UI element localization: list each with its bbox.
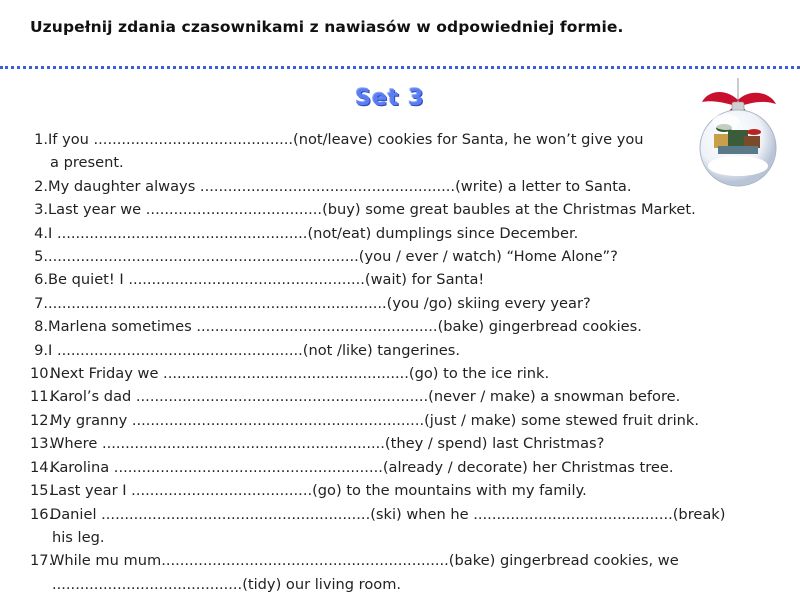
list-item: 12. My granny ...............................................................(just / make) some stewed fruit drink.	[30, 411, 699, 429]
list-item: 10. Next Friday we .....................................................(go) to the ice rink.	[30, 365, 550, 383]
list-item: 5. ...................................................................(you / ever / watch) “Home Alone”?	[34, 248, 618, 266]
list-item: 15. Last year I .......................................(go) to the mountains with my family.	[30, 482, 587, 500]
list-item: 3. Last year we ......................................(buy) some great baubles at the Christmas Market.	[34, 201, 696, 219]
list-item: 13. Where .............................................................(they / spend) last Christmas?	[30, 435, 605, 453]
list-item: 4. I ......................................................(not/eat) dumplings since December.	[34, 224, 579, 242]
set-title: Set 3	[355, 86, 425, 111]
list-item: 1. If you ...........................................(not/leave) cookies for Santa, he won’t give you a present.	[34, 131, 644, 172]
dotted-divider	[0, 66, 800, 69]
list-item: 7. .........................................................................(you /go) skiing every year?	[34, 294, 591, 312]
list-item: 8. Marlena sometimes ....................................................(bake) gingerbread cookies.	[34, 318, 642, 336]
instruction-heading: Uzupełnij zdania czasownikami z nawiasów w odpowiedniej formie.	[30, 18, 624, 36]
list-item: 16. Daniel ..........................................................(ski) when he ...........................................(break) his leg.	[30, 505, 726, 546]
exercise-list	[30, 128, 750, 596]
list-item: 6. Be quiet! I ...................................................(wait) for Santa!	[34, 271, 485, 289]
list-item: 11. Karol’s dad ...............................................................(never / make) a snowman before.	[30, 388, 681, 406]
list-item: 9. I .....................................................(not /like) tangerines.	[34, 341, 460, 359]
list-item: 2. My daughter always .......................................................(write) a letter to Santa.	[34, 177, 632, 195]
list-item: 14. Karolina ..........................................................(already / decorate) her Christmas tree.	[30, 458, 674, 476]
list-item: 17. While mu mum..............................................................(bake) gingerbread cookies, we .........................................(tidy) our living room.	[30, 552, 679, 593]
